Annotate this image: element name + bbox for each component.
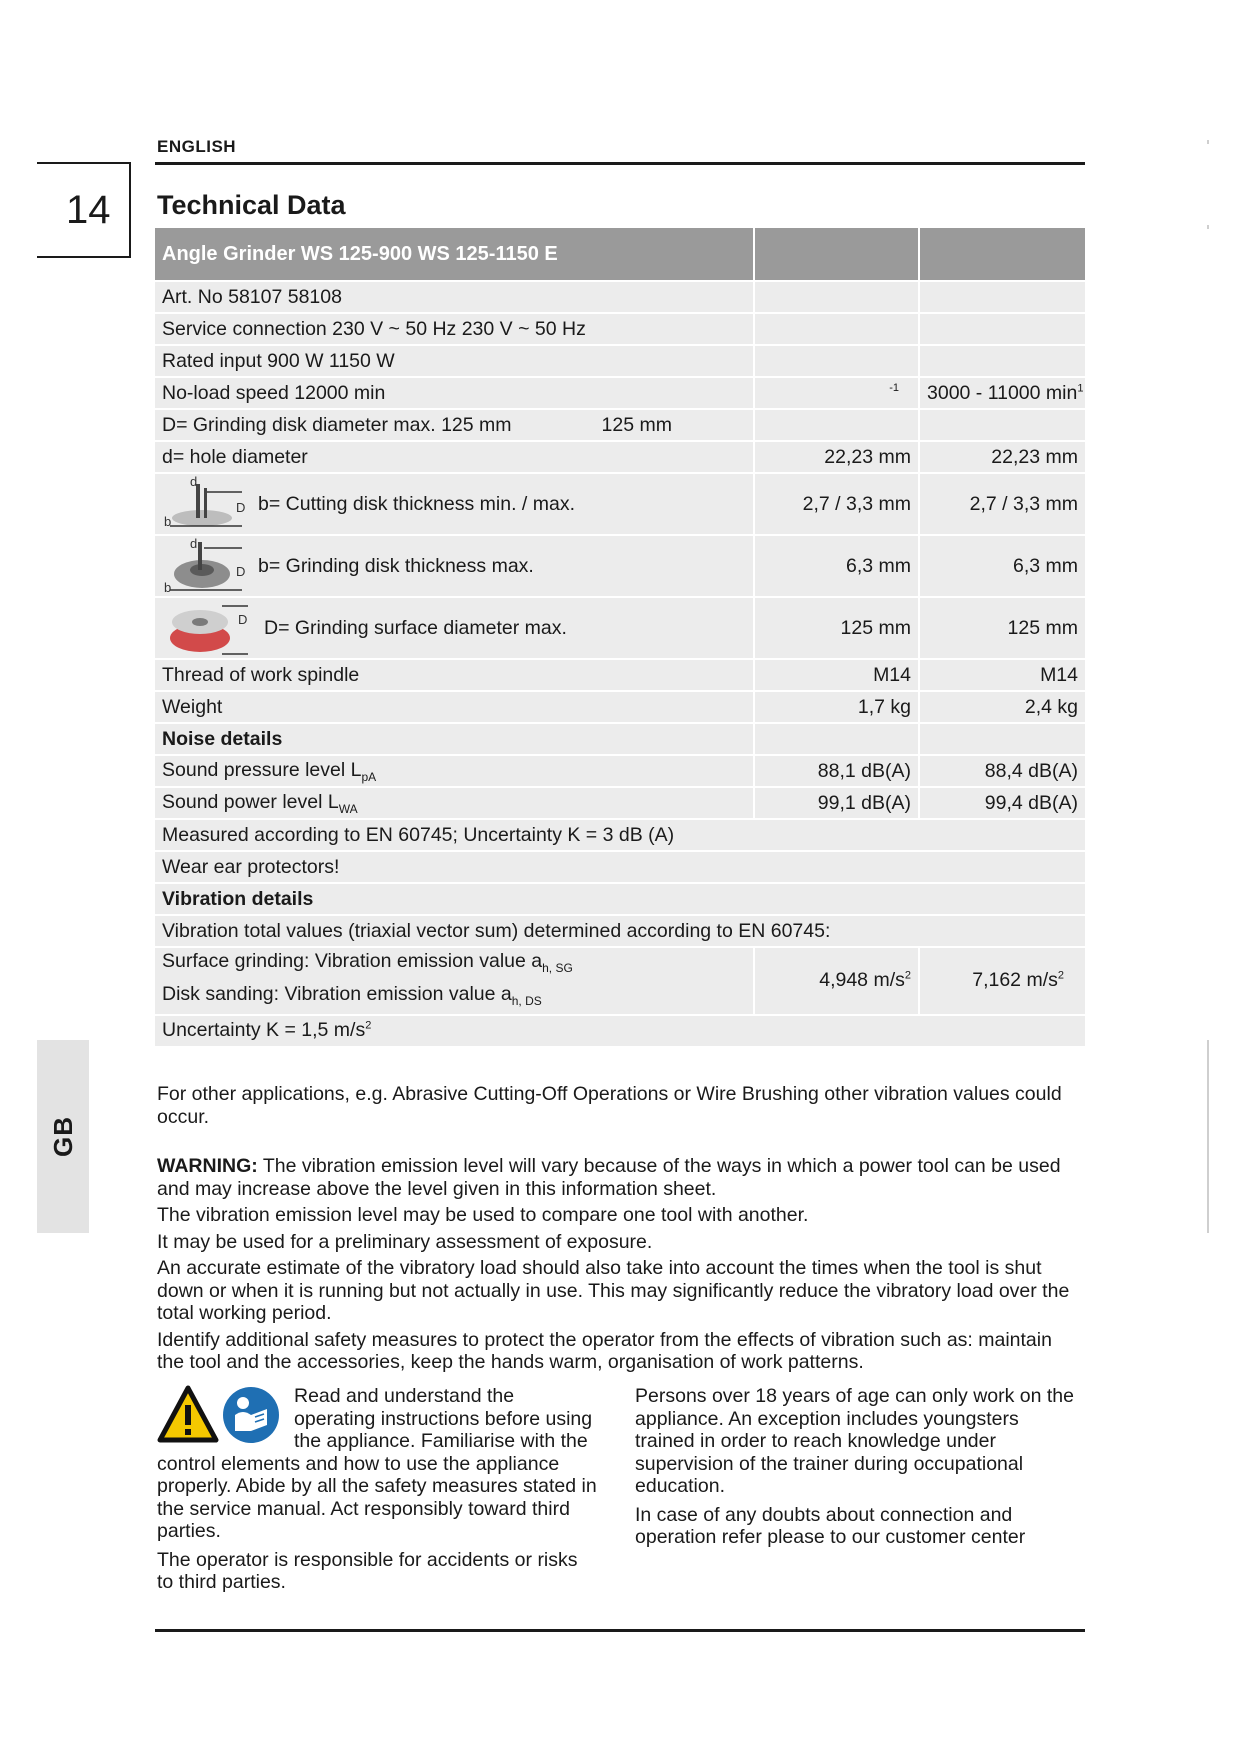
margin-mark bbox=[1207, 225, 1209, 229]
svg-text:d: d bbox=[190, 536, 198, 551]
warning-text-2: The vibration emission level may be used to compare one tool with another. bbox=[157, 1204, 809, 1226]
vibration-value-1: 4,948 m/s bbox=[819, 969, 905, 992]
safety-column-left bbox=[157, 1385, 597, 1600]
grinding-surface-icon bbox=[162, 598, 250, 658]
cutting-disk-thickness-label: b= Cutting disk thickness min. / max. bbox=[258, 492, 575, 515]
side-tab-label: GB bbox=[47, 1116, 78, 1157]
safety-icons bbox=[157, 1385, 282, 1449]
grinding-disk-thickness-value-1: 6,3 mm bbox=[755, 536, 920, 596]
no-load-speed-value-exponent: 1 bbox=[1077, 382, 1084, 394]
table-row bbox=[155, 536, 1085, 596]
table-row bbox=[155, 474, 1085, 534]
warning-text-1: The vibration emission level will vary because of the ways in which a power tool can be used and may increase above the level given in this information sheet. bbox=[157, 1155, 1061, 1200]
warning-text-4: An accurate estimate of the vibratory load should also take into account the times when the tool is shut down or when it is running but not actually in use. This may significantly reduce the vibratory load over the total working period. bbox=[157, 1257, 1070, 1324]
language-label: ENGLISH bbox=[157, 137, 237, 156]
margin-mark bbox=[1207, 140, 1209, 144]
read-instructions-text: Read and understand the operating instructions before using the appliance. Familiarise with the control elements and how to use the appliance properly. Abide by all the safety measures stated in the service manual. Act responsibly toward third parties. bbox=[157, 1385, 597, 1542]
warning-text-5: Identify additional safety measures to protect the operator from the effects of vibration such as: maintain the tool and the accessories, keep the hands warm, organisation of work patterns. bbox=[157, 1328, 1052, 1373]
table-header-row bbox=[155, 228, 1085, 280]
sound-power-label: Sound power level L bbox=[162, 790, 339, 813]
cutting-disk-thickness-value-2: 2,7 / 3,3 mm bbox=[920, 474, 1085, 534]
svg-text:b: b bbox=[164, 514, 172, 529]
grinding-disk-thickness-value-2: 6,3 mm bbox=[920, 536, 1085, 596]
vibration-value-1-exponent: 2 bbox=[904, 969, 911, 982]
thread-label: Thread of work spindle bbox=[155, 660, 755, 690]
vibration-value-2-exponent: 2 bbox=[1057, 969, 1064, 982]
operator-responsibility-text: The operator is responsible for accidents or risks to third parties. bbox=[157, 1548, 578, 1593]
grinding-disk-diameter-value: 125 mm bbox=[601, 413, 672, 436]
table-header-label: Angle Grinder WS 125-900 WS 125-1150 E bbox=[155, 228, 755, 280]
weight-value-2: 2,4 kg bbox=[920, 692, 1085, 722]
disk-sanding-label: Disk sanding: Vibration emission value a bbox=[162, 982, 512, 1005]
vibration-value-2: 7,162 m/s bbox=[972, 969, 1058, 992]
thread-value-1: M14 bbox=[755, 660, 920, 690]
age-requirement-text: Persons over 18 years of age can only work on the appliance. An exception includes youngsters trained in order to reach knowledge under supervision of the trainer during occupational education. bbox=[635, 1385, 1074, 1497]
table-row bbox=[155, 724, 1085, 754]
warning-section bbox=[157, 1155, 1077, 1378]
uncertainty-exponent: 2 bbox=[365, 1019, 372, 1032]
sound-pressure-value-2: 88,4 dB(A) bbox=[920, 756, 1085, 786]
warning-triangle-icon bbox=[157, 1385, 219, 1443]
technical-data-table bbox=[155, 226, 1085, 1048]
art-no-label: Art. No 58107 58108 bbox=[155, 282, 755, 312]
table-row bbox=[155, 314, 1085, 344]
grinding-disk-icon bbox=[162, 536, 244, 596]
table-row bbox=[155, 410, 1085, 440]
disk-sanding-subscript: h, DS bbox=[511, 993, 542, 1008]
header-rule bbox=[155, 162, 1085, 165]
other-applications-note: For other applications, e.g. Abrasive Cutting-Off Operations or Wire Brushing other vibration values could occur. bbox=[157, 1083, 1062, 1128]
weight-value-1: 1,7 kg bbox=[755, 692, 920, 722]
svg-text:d: d bbox=[190, 474, 198, 489]
customer-center-text: In case of any doubts about connection and operation refer please to our customer center bbox=[635, 1503, 1026, 1548]
noise-heading: Noise details bbox=[155, 724, 755, 754]
table-row bbox=[155, 1016, 1085, 1046]
table-row bbox=[155, 852, 1085, 882]
page-number: 14 bbox=[66, 188, 111, 232]
cutting-disk-icon bbox=[162, 474, 244, 534]
svg-text:D: D bbox=[236, 500, 246, 515]
svg-text:D: D bbox=[236, 564, 246, 579]
hole-diameter-label: d= hole diameter bbox=[155, 442, 755, 472]
table-row bbox=[155, 788, 1085, 818]
side-language-tab bbox=[37, 1040, 89, 1233]
table-row bbox=[155, 756, 1085, 786]
table-row bbox=[155, 346, 1085, 376]
service-connection-label: Service connection 230 V ~ 50 Hz 230 V ~ 50 Hz bbox=[155, 314, 755, 344]
table-row bbox=[155, 820, 1085, 850]
uncertainty-label: Uncertainty K = 1,5 m/s bbox=[162, 1019, 366, 1042]
no-load-speed-label: No-load speed 12000 min bbox=[155, 378, 755, 408]
sound-power-value-1: 99,1 dB(A) bbox=[755, 788, 920, 818]
cutting-disk-thickness-value-1: 2,7 / 3,3 mm bbox=[755, 474, 920, 534]
hole-diameter-value-1: 22,23 mm bbox=[755, 442, 920, 472]
page-title: Technical Data bbox=[157, 190, 346, 220]
table-row bbox=[155, 378, 1085, 408]
table-row bbox=[155, 442, 1085, 472]
thread-value-2: M14 bbox=[920, 660, 1085, 690]
grinding-surface-diameter-value-2: 125 mm bbox=[920, 598, 1085, 658]
table-row bbox=[155, 598, 1085, 658]
rated-input-label: Rated input 900 W 1150 W bbox=[155, 346, 755, 376]
vibration-total-note: Vibration total values (triaxial vector sum) determined according to EN 60745: bbox=[155, 916, 1085, 946]
surface-grinding-subscript: h, SG bbox=[542, 960, 573, 975]
sound-power-value-2: 99,4 dB(A) bbox=[920, 788, 1085, 818]
no-load-speed-value: 3000 - 11000 min bbox=[927, 381, 1078, 404]
no-load-speed-exponent: -1 bbox=[889, 381, 899, 394]
sound-pressure-subscript: pA bbox=[361, 769, 377, 784]
warning-label: WARNING: bbox=[157, 1155, 258, 1177]
measured-note: Measured according to EN 60745; Uncertainty K = 3 dB (A) bbox=[155, 820, 1085, 850]
table-row bbox=[155, 948, 1085, 1014]
footer-rule bbox=[155, 1629, 1085, 1632]
warning-text-3: It may be used for a preliminary assessment of exposure. bbox=[157, 1230, 653, 1253]
margin-bar bbox=[1207, 1040, 1209, 1233]
ear-protection-note: Wear ear protectors! bbox=[155, 852, 1085, 882]
svg-text:b: b bbox=[164, 580, 172, 595]
svg-text:D: D bbox=[238, 612, 248, 627]
read-manual-icon bbox=[221, 1385, 281, 1445]
weight-label: Weight bbox=[155, 692, 755, 722]
grinding-disk-diameter-label: D= Grinding disk diameter max. 125 mm bbox=[162, 413, 512, 436]
grinding-disk-thickness-label: b= Grinding disk thickness max. bbox=[258, 554, 534, 577]
table-row bbox=[155, 660, 1085, 690]
grinding-surface-diameter-value-1: 125 mm bbox=[755, 598, 920, 658]
grinding-surface-diameter-label: D= Grinding surface diameter max. bbox=[264, 616, 567, 639]
safety-column-right bbox=[635, 1385, 1075, 1555]
sound-pressure-label: Sound pressure level L bbox=[162, 758, 362, 781]
table-row bbox=[155, 282, 1085, 312]
table-row bbox=[155, 884, 1085, 914]
sound-pressure-value-1: 88,1 dB(A) bbox=[755, 756, 920, 786]
surface-grinding-label: Surface grinding: Vibration emission value a bbox=[162, 950, 543, 972]
table-row bbox=[155, 692, 1085, 722]
table-row bbox=[155, 916, 1085, 946]
vibration-heading: Vibration details bbox=[155, 884, 1085, 914]
sound-power-subscript: WA bbox=[338, 801, 358, 816]
hole-diameter-value-2: 22,23 mm bbox=[920, 442, 1085, 472]
